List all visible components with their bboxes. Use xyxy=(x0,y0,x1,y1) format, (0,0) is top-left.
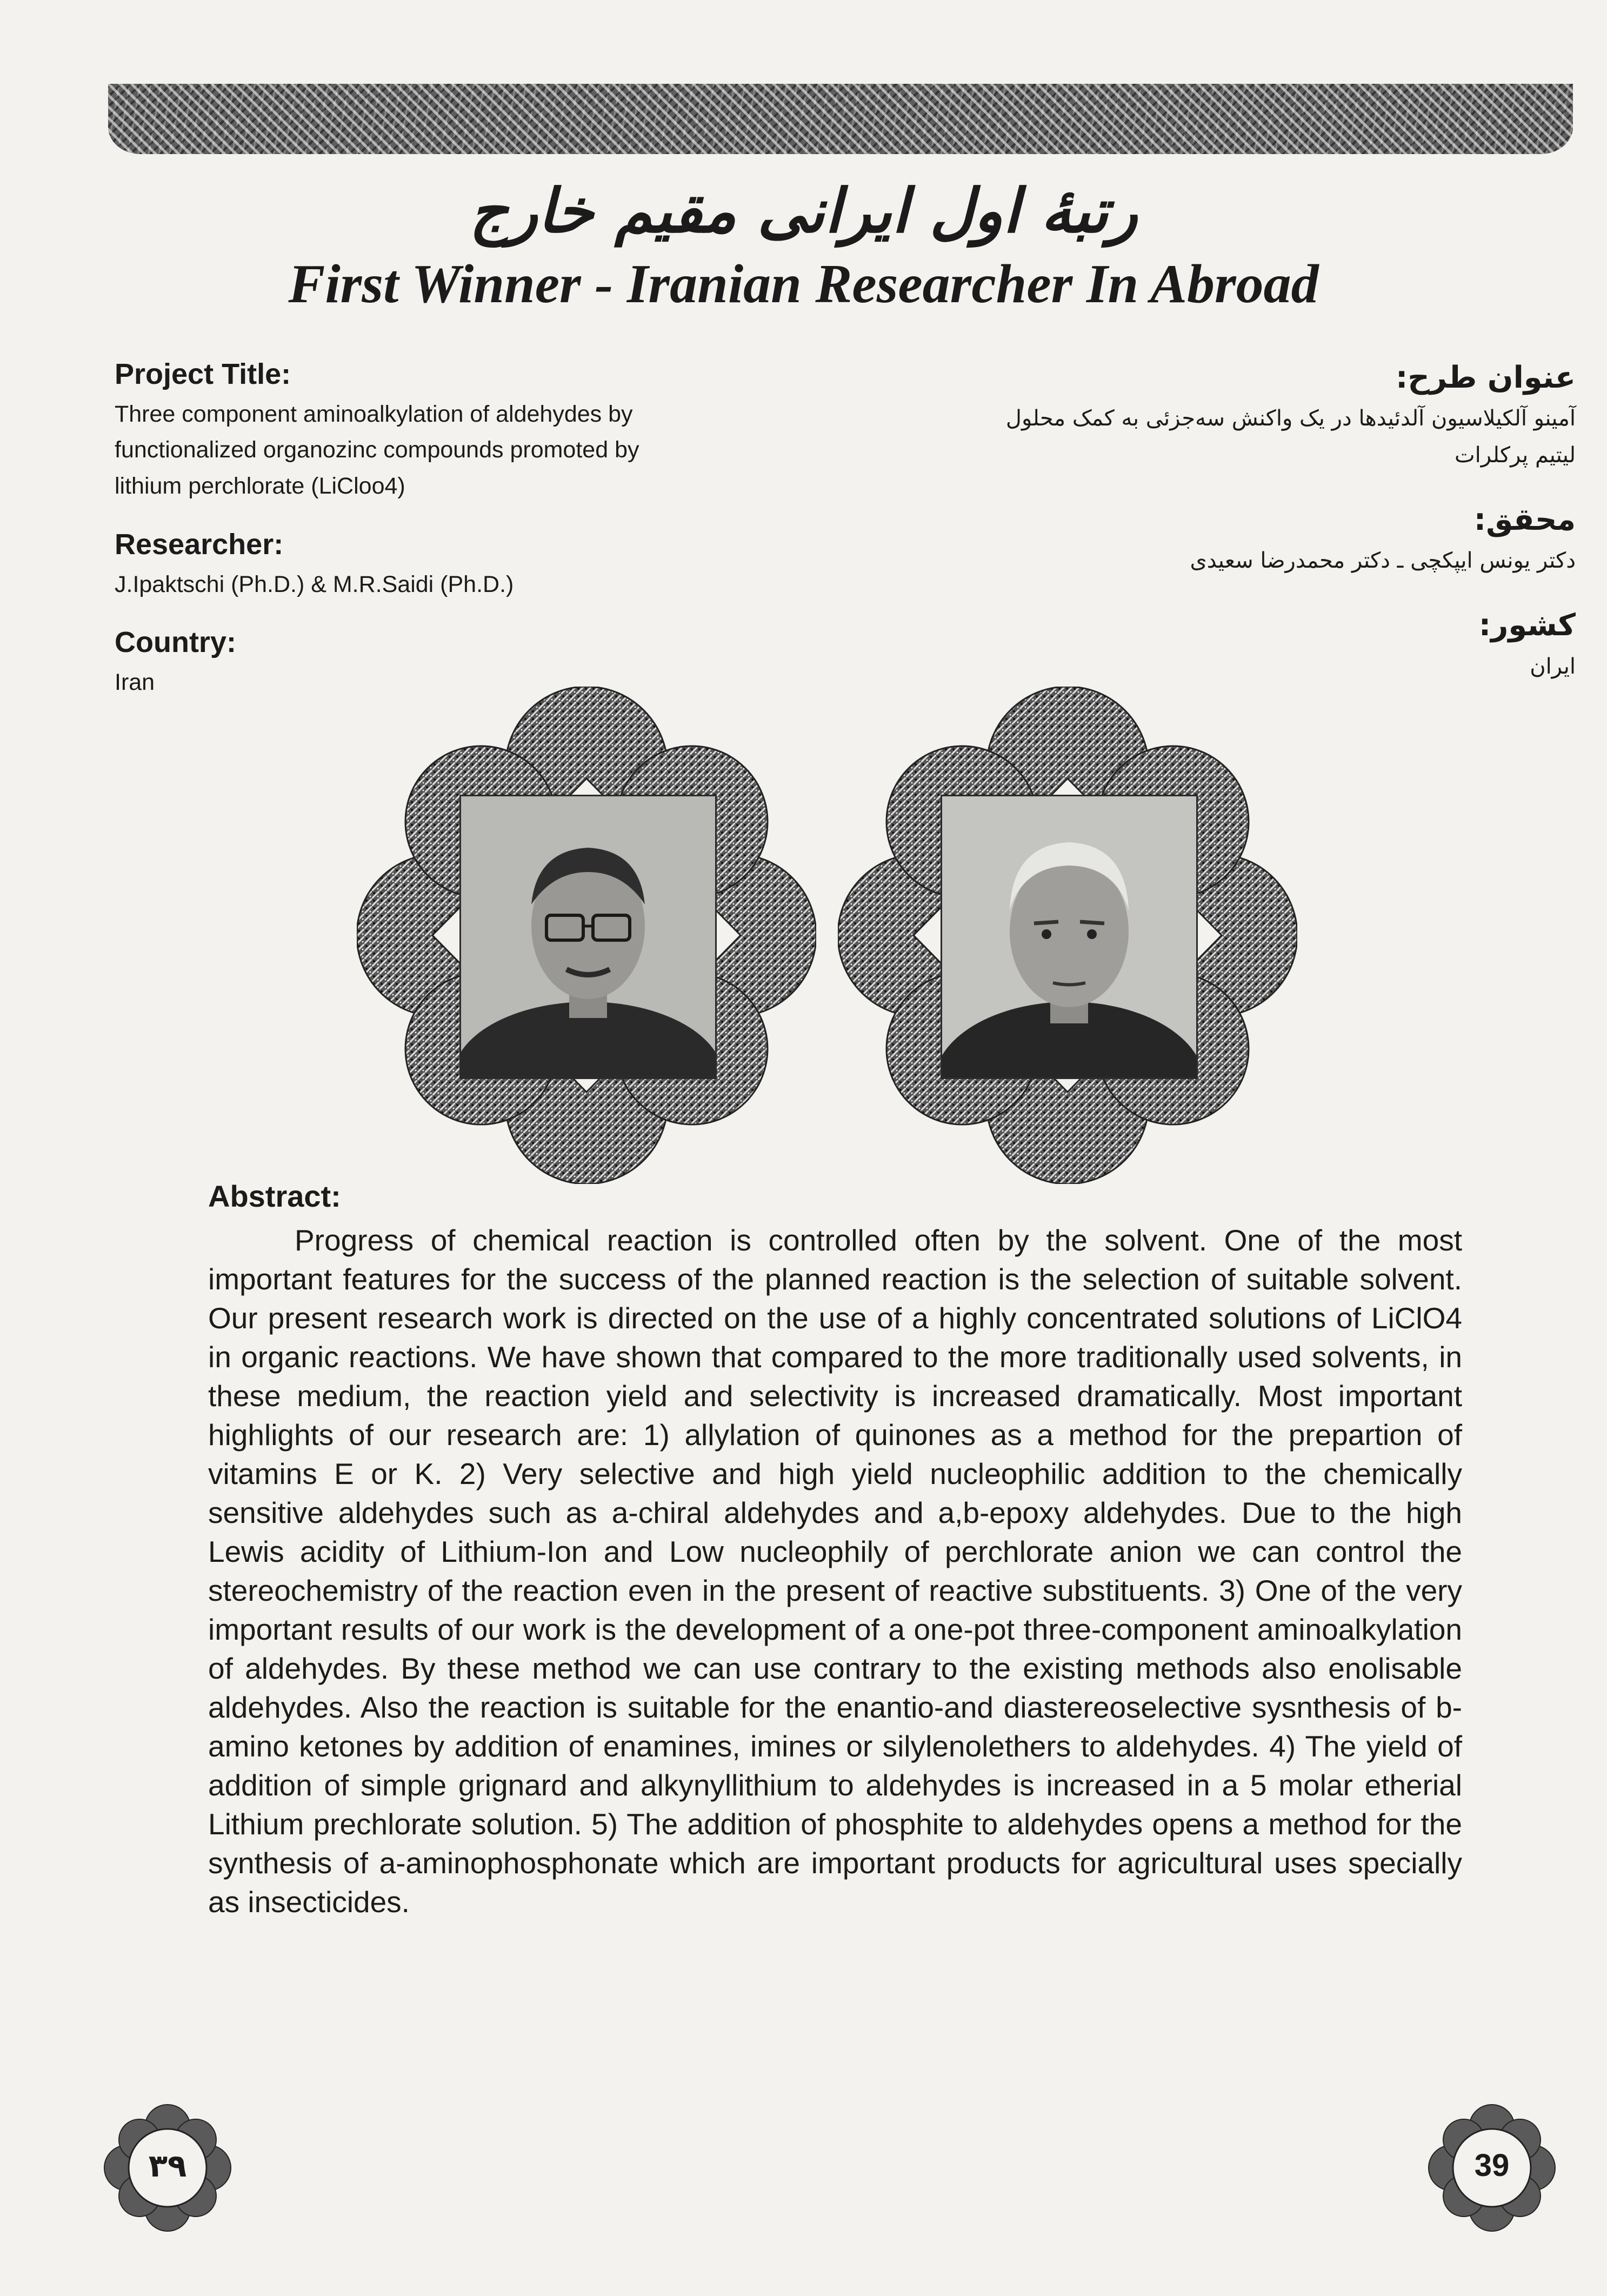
researcher-value-persian: دکتر یونس ایپکچی ـ دکتر محمدرضا سعیدی xyxy=(1190,548,1576,574)
researcher-label: Researcher: xyxy=(115,528,284,561)
abstract-label: Abstract: xyxy=(208,1179,341,1213)
page-badge-left xyxy=(103,2103,232,2233)
project-title-line: functionalized organozinc compounds promoted by xyxy=(115,437,639,463)
page-number-persian: ۳۹ xyxy=(148,2147,187,2184)
portrait-photo-right xyxy=(941,795,1198,1079)
person-portrait-icon xyxy=(461,796,715,1077)
decorative-header-band xyxy=(108,84,1573,154)
project-title-line: lithium perchlorate (LiCloo4) xyxy=(115,473,405,500)
english-info-column xyxy=(115,357,742,701)
person-portrait-icon xyxy=(942,796,1196,1077)
country-label-persian: کشور: xyxy=(1478,608,1576,643)
project-title-label: Project Title: xyxy=(115,358,291,390)
researcher-label-persian: محقق: xyxy=(1473,502,1576,538)
project-title-value xyxy=(115,396,742,504)
country-label: Country: xyxy=(115,626,236,659)
portrait-photo-left xyxy=(459,795,717,1079)
persian-info-column xyxy=(873,360,1576,685)
portrait-frame-left xyxy=(357,687,816,1184)
abstract-text: Progress of chemical reaction is controlled often by the solvent. One of the most important features for the success of the planned reaction is the selection of suitable solvent. Our present research work is directed on the use of a highly concentrated solutions of LiClO4 in organic reactions. We have shown that compared to the more traditionally used solvents, in these medium, the reaction yield and selectivity is increased dramatically. Most important highlights of our research are: 1) allylation of quinones as a method for the prepartion of vitamins E or K. 2) Very selective and high yield nucleophilic addition to the chemically sensitive aldehydes such as a-chiral aldehydes and a,b-epoxy aldehydes. Due to the high Lewis acidity of Lithium-Ion and Low nucleophily of perchlorate anion we can control the stereochemistry of the reaction even in the present of reactive substituents. 3) One of the very important results of our work is the development of a one-pot three-component aminoalkylation of aldehydes. By these method we can use contrary to the existing methods also enolisable aldehydes. Also the reaction is suitable for the enantio-and diastereoselective sysnthesis of b-amino ketones by addition of enamines, imines or silylenolethers to aldehydes. 4) The yield of addition of simple grignard and alkynyllithium to aldehydes is increased in a 5 molar etherial Lithium prechlorate solution. 5) The addition of phosphite to aldehydes opens a method for the synthesis of a-aminophosphonate which are important products for agricultural uses specially as insecticides. xyxy=(208,1223,1462,1919)
title-english: First Winner - Iranian Researcher In Abroad xyxy=(288,254,1319,315)
page-number-latin: 39 xyxy=(1474,2148,1510,2183)
page-badge-right xyxy=(1427,2103,1557,2233)
country-value: Iran xyxy=(115,669,155,695)
project-title-line-persian: آمینو آلکیلاسیون آلدئیدها در یک واکنش سه‌جزئی به کمک محلول xyxy=(1005,406,1576,431)
project-title-line: Three component aminoalkylation of aldehydes by xyxy=(115,401,633,427)
project-title-line-persian: لیتیم پرکلرات xyxy=(1454,443,1576,468)
portrait-frame-right xyxy=(838,687,1297,1184)
project-title-value-persian xyxy=(873,400,1576,474)
country-value-persian: ایران xyxy=(1530,654,1576,679)
researcher-value: J.Ipaktschi (Ph.D.) & M.R.Saidi (Ph.D.) xyxy=(115,571,514,597)
project-title-label-persian: عنوان طرح: xyxy=(1395,360,1576,395)
title-persian: رتبهٔ اول ایرانی مقیم خارج xyxy=(469,176,1138,247)
